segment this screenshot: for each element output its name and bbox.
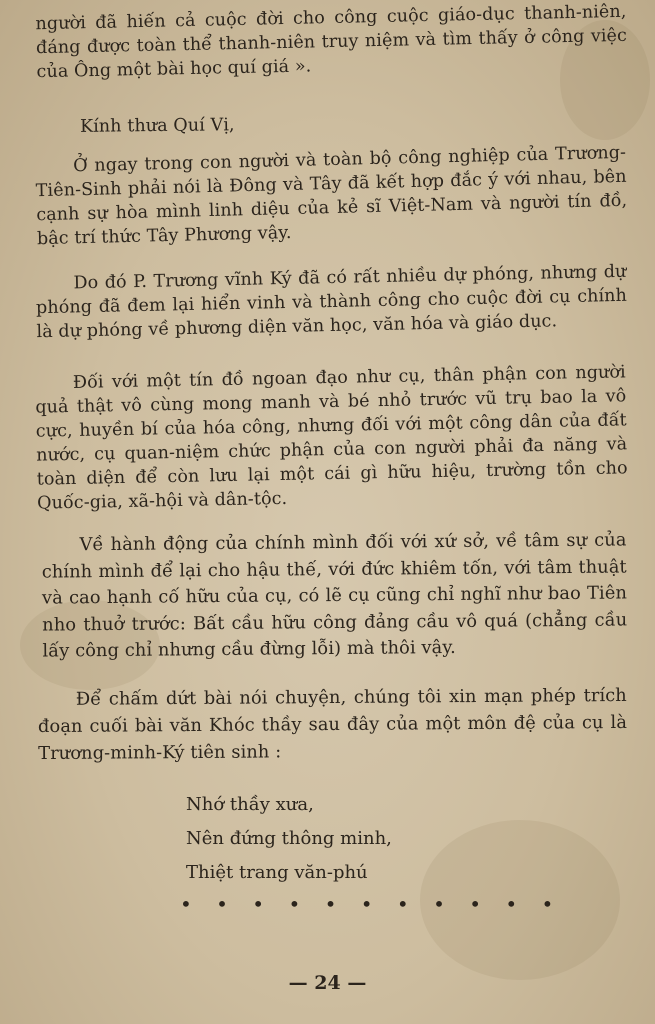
paragraph [35, 360, 629, 515]
paragraph [35, 260, 627, 344]
paragraph [41, 527, 627, 665]
poem-excerpt [186, 788, 392, 890]
page-number: — 24 — [288, 972, 367, 994]
paragraph [38, 682, 628, 767]
paragraph [35, 141, 628, 251]
paragraph-text: Để chấm dứt bài nói chuyện, chúng tôi xin mạn phép trích đoạn cuối bài văn Khóc thầy sau đây của một môn đệ của cụ là Trương-minh-Ký tiên sinh : [37, 684, 628, 765]
poem-line: Nhớ thầy xưa, [186, 794, 314, 815]
poem-line: Thiệt trang văn-phú [186, 862, 368, 883]
paragraph-text: Đối với một tín đồ ngoan đạo như cụ, thân phận con người quả thật vô cùng mong manh và bé nhỏ trước vũ trụ bao la vô cực, huyền bí của hóa công, nhưng đối với một công dân của đất nước, cụ quan-niệm chức phận của con người phải đa năng và toàn diện để còn lưu lại một cái gì hữu hiệu, trường tồn cho Quốc-gia, xã-hội và dân-tộc. [35, 362, 628, 514]
salutation [80, 109, 627, 139]
paragraph-text: Về hành động của chính mình đối với xứ sở, về tâm sự của chính mình để lại cho hậu thế, với đức khiêm tốn, với tâm thuật và cao hạnh cố hữu của cụ, có lẽ cụ cũng chỉ nghĩ như bao Tiên nho thuở trước: Bất cầu hữu công đảng cầu vô quá (chẳng cầu lấy công chỉ nhưng cầu đừng lỗi) mà thôi vậy. [41, 529, 628, 662]
ellipsis-dots: • • • • • • • • • • • [180, 892, 563, 916]
poem-line: Nên đứng thông minh, [186, 828, 392, 849]
paragraph-text: Do đó P. Trương vĩnh Ký đã có rất nhiều dự phóng, nhưng dự phóng đã đem lại hiển vinh và thành công cho cuộc đời cụ chính là dự phóng về phương diện văn học, văn hóa và giáo dục. [35, 261, 628, 343]
paragraph-text: người đã hiến cả cuộc đời cho công cuộc giáo-dục thanh-niên, đáng được toàn thể thanh-niên truy niệm và tìm thấy ở công việc của Ông một bài học quí giá ». [35, 1, 628, 83]
paragraph-text: Ở ngay trong con người và toàn bộ công nghiệp của Trương-Tiên-Sinh phải nói là Đông và Tây đã kết hợp đắc ý với nhau, bên cạnh sự hòa mình linh diệu của kẻ sĩ Việt-Nam và người tín đồ, bậc trí thức Tây Phương vậy. [35, 142, 628, 250]
salutation-text: Kính thưa Quí Vị, [79, 115, 235, 137]
paragraph-continuation [35, 0, 627, 84]
